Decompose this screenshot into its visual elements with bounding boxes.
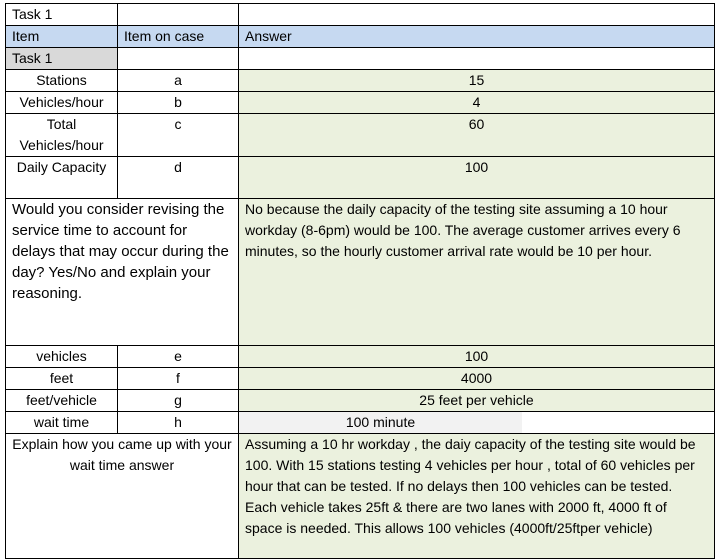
title-row bbox=[6, 4, 715, 26]
header-item-on-case: Item on case bbox=[118, 26, 239, 48]
question-text: Explain how you came up with your wait time answer bbox=[6, 434, 239, 559]
item-cell: Daily Capacity bbox=[6, 157, 118, 199]
code-cell: c bbox=[118, 114, 239, 157]
header-answer: Answer bbox=[239, 26, 715, 48]
code-cell: g bbox=[118, 390, 239, 412]
section-row bbox=[6, 48, 715, 70]
code-cell: e bbox=[118, 346, 239, 368]
item-cell: feet/vehicle bbox=[6, 390, 118, 412]
item-cell: feet bbox=[6, 368, 118, 390]
table-row bbox=[6, 114, 715, 157]
task-table bbox=[5, 3, 715, 559]
answer-cell: 4000 bbox=[239, 368, 715, 390]
question-row bbox=[6, 434, 715, 559]
table-row bbox=[6, 157, 715, 199]
question-text: Would you consider revising the service time to account for delays that may occur during the day? Yes/No and explain your reasoning. bbox=[6, 199, 239, 346]
code-cell: a bbox=[118, 70, 239, 92]
header-row bbox=[6, 26, 715, 48]
answer-cell: 25 feet per vehicle bbox=[239, 390, 715, 412]
code-cell: d bbox=[118, 157, 239, 199]
answer-cell: 15 bbox=[239, 70, 715, 92]
question-answer: No because the daily capacity of the testing site assuming a 10 hour workday (8-6pm) would be 100. The average customer arrives every 6 minutes, so the hourly customer arrival rate would be 10 per hour. bbox=[239, 199, 715, 346]
table-row bbox=[6, 390, 715, 412]
header-item: Item bbox=[6, 26, 118, 48]
item-cell: vehicles bbox=[6, 346, 118, 368]
answer-text: 100 minute bbox=[345, 414, 416, 430]
answer-cell: 4 bbox=[239, 92, 715, 114]
table-row bbox=[6, 368, 715, 390]
item-cell: Total Vehicles/hour bbox=[6, 114, 118, 157]
item-cell: Vehicles/hour bbox=[6, 92, 118, 114]
title-empty-cell bbox=[239, 4, 715, 26]
code-cell: b bbox=[118, 92, 239, 114]
table-row bbox=[6, 412, 715, 434]
answer-cell: 100 bbox=[239, 346, 715, 368]
item-cell: wait time bbox=[6, 412, 118, 434]
question-row bbox=[6, 199, 715, 346]
answer-cell: 60 bbox=[239, 114, 715, 157]
section-empty-cell bbox=[239, 48, 715, 70]
section-label: Task 1 bbox=[6, 48, 118, 70]
question-answer: Assuming a 10 hr workday , the daiy capacity of the testing site would be 100. With 15 stations testing 4 vehicles per hour , total of 60 vehicles per hour that can be tested. If no delays then 100 vehicles can be tested. Each vehicle takes 25ft & there are two lanes with 2000 ft, 4000 ft of space is needed. This allows 100 vehicles (4000ft/25ftper vehicle) bbox=[239, 434, 715, 559]
code-cell: h bbox=[118, 412, 239, 434]
table-row bbox=[6, 346, 715, 368]
table-row bbox=[6, 92, 715, 114]
table-row bbox=[6, 70, 715, 92]
item-cell: Stations bbox=[6, 70, 118, 92]
title-cell: Task 1 bbox=[6, 4, 118, 26]
answer-cell bbox=[239, 412, 715, 434]
answer-cell: 100 bbox=[239, 157, 715, 199]
title-empty-cell bbox=[118, 4, 239, 26]
section-empty-cell bbox=[118, 48, 239, 70]
code-cell: f bbox=[118, 368, 239, 390]
